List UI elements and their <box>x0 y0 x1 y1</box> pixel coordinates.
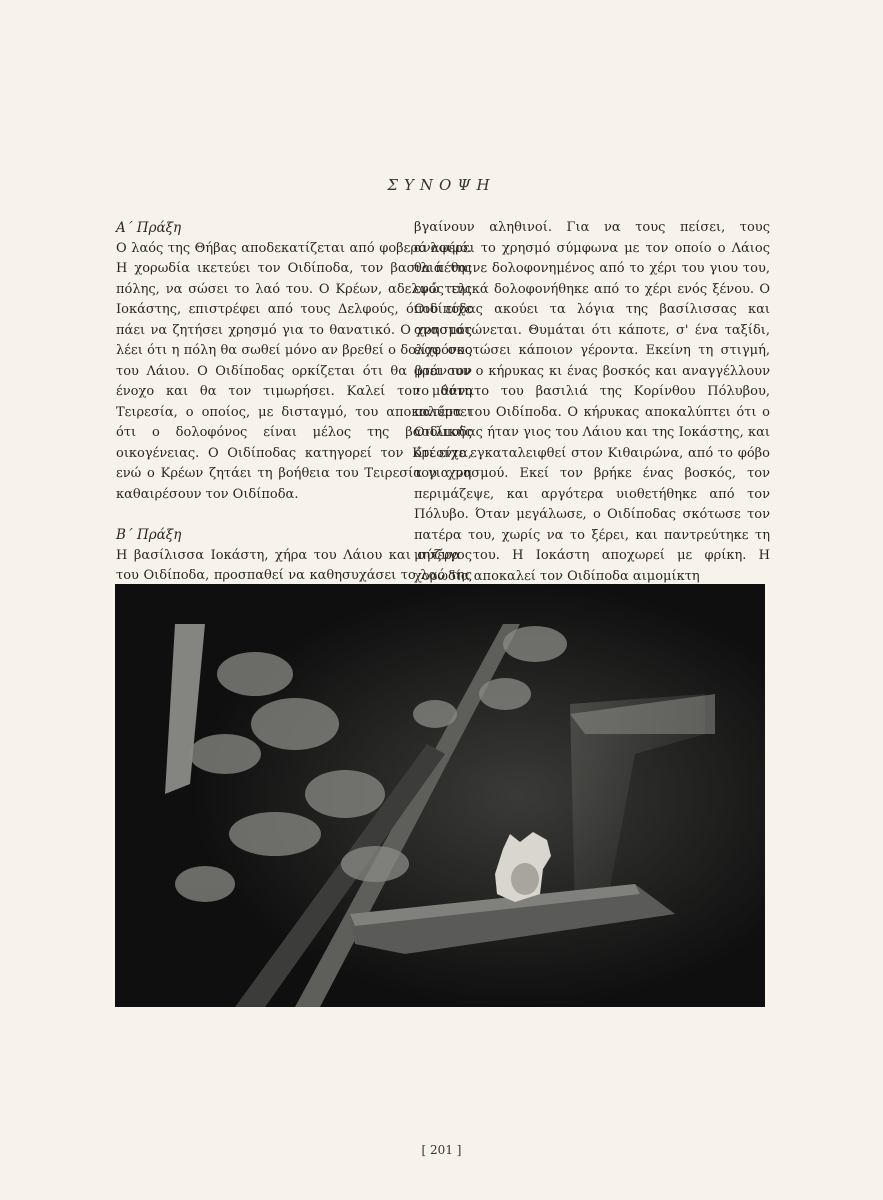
page-number: [ 201 ] <box>421 1143 462 1157</box>
act-1-paragraph: Ο λαός της Θήβας αποδεκατίζεται από φοβερό λοιμό. Η χορωδία ικετεύει τον Οιδίποδα, τον βασιλιά της πόλης, να σώσει το λαό του. Ο Κρέων, αδελφός της Ιοκάστης, επιστρέφει από τους Δελφούς, όπου είχε πάει να ζητήσει χρησμό για το θανατικό. Ο χρησμός λέει ότι η πόλη θα σωθεί μόνο αν βρεθεί ο δολοφόνος του Λάιου. Ο Οιδίποδας ορκίζεται ότι θα βρει τον ένοχο και θα τον τιμωρήσει. Καλεί τον μάντη Τειρεσία, ο οποίος, με δισταγμό, του αποκαλύπτει ότι ο δολοφόνος είναι μέλος της βασιλικής οικογένειας. Ο Οιδίποδας κατηγορεί τον Κρέοντα, ενώ ο Κρέων ζητάει τη βοήθεια του Τειρεσία για να καθαιρέσουν τον Οιδίποδα. <box>116 240 472 502</box>
act-2-heading: Β΄ Πράξη <box>116 527 182 543</box>
page-title: ΣΥΝΟΨΗ <box>387 176 496 194</box>
right-column <box>414 218 770 587</box>
act-2-paragraph: Η βασίλισσα Ιοκάστη, χήρα του Λάιου και σύζυγος του Οιδίποδα, προσπαθεί να καθησυχάσει το λαό της <box>116 547 472 583</box>
act-2-continued-paragraph: βγαίνουν αληθινοί. Για να τους πείσει, τους αναφέρει το χρησμό σύμφωνα με τον οποίο ο Λάιος θα πέθαινε δολοφονημένος από το χέρι του γιου του, ενώ τελικά δολοφονήθηκε από το χέρι ενός ξένου. Ο Οιδίποδας ακούει τα λόγια της βασίλισσας και αναστατώνεται. Θυμάται ότι κάποτε, σ' ένα ταξίδι, είχε σκοτώσει κάποιον γέροντα. Εκείνη τη στιγμή, φτάνουν ο κήρυκας κι ένας βοσκός και αναγγέλλουν το θάνατο του βασιλιά της Κορίνθου Πόλυβου, πατέρα του Οιδίποδα. Ο κήρυκας αποκαλύπτει ότι ο Οιδίποδας ήταν γιος του Λάιου και της Ιοκάστης, και ότι είχε εγκαταλειφθεί στον Κιθαιρώνα, από το φόβο του χρησμού. Εκεί τον βρήκε ένας βοσκός, τον περιμάζεψε, και αργότερα υιοθετήθηκε από τον Πόλυβο. Όταν μεγάλωσε, ο Οιδίποδας σκότωσε τον πατέρα του, χωρίς να το ξέρει, και παντρεύτηκε τη μητέρα του. Η Ιοκάστη αποχωρεί με φρίκη. Η χορωδία αποκαλεί τον Οιδίποδα αιμομίκτη <box>414 220 770 584</box>
photo-illustration <box>115 584 765 1007</box>
act-1-heading: Α΄ Πράξη <box>116 220 182 236</box>
stage-photograph <box>115 584 765 1007</box>
